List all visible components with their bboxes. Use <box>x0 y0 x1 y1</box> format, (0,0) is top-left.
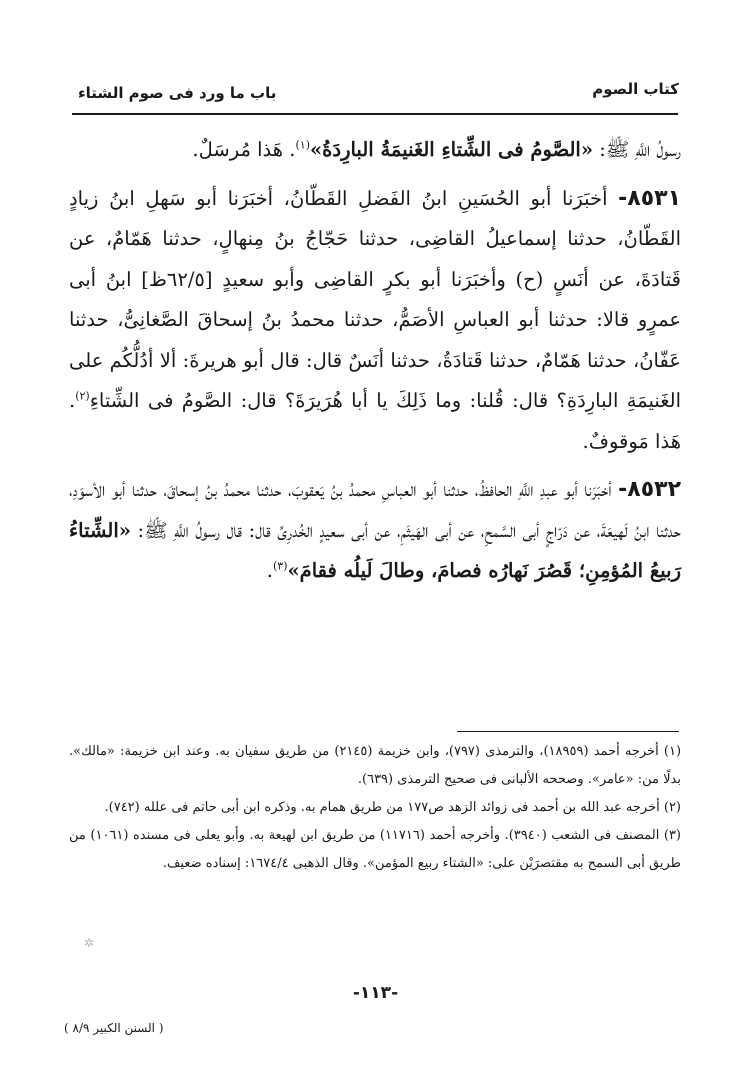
running-header-chapter-title: باب ما ورد فى صوم الشتاء <box>78 84 277 102</box>
hadith-8532 <box>69 470 681 592</box>
continuation-text: رسولُ اللَّهِ ﷺ: <box>593 138 681 161</box>
running-header-book-title: كتاب الصوم <box>592 80 679 98</box>
hadith-8531 <box>69 179 681 463</box>
footnote-ref-3: (٣) <box>272 559 288 573</box>
continuation-paragraph <box>69 130 681 171</box>
footnote-3: (٣) المصنف فى الشعب (٣٩٤٠). وأخرجه أحمد (١١٧١٦) من طريق ابن لهيعة به. وأبو يعلى فى مسنده (١٠٦١) من طريق أبى السمح به مقتصرَيْن على: «الشتاء ربيع المؤمن». وقال الذهبى ١٦٧٤/٤: إسناده ضعيف. <box>69 828 681 871</box>
hadith-number: ٨٥٣٢- <box>618 477 681 502</box>
hadith-quote: «الصَّومُ فى الشِّتاءِ الغَنيمَةُ البارِدَةُ» <box>309 138 594 161</box>
hadith-text: أخبَرَنا أبو الحُسَينِ ابنُ الفَضلِ القَطّانُ، أخبَرَنا أبو سَهلِ ابنُ زيادٍ القَطّانُ، حدثنا إسماعيلُ القاضِى، حدثنا حَجّاجُ بنُ مِنهالٍ، حدثنا هَمّامٌ، عن قَتادَةَ، عن أنَسٍ (ح) وأخبَرَنا أبو بكرٍ القاضِى وأبو سعيدٍ [٦٢/٥ظ] ابنُ أبى عمرٍو قالا: حدثنا أبو العباسِ الأصَمُّ، حدثنا محمدُ بنُ إسحاقَ الصَّغانِىُّ، حدثنا عَفّانُ، حدثنا هَمّامٌ، حدثنا قَتادَةُ، حدثنا أنَسٌ قال: قال أبو هريرةَ: ألا أدُلُّكُم على الغَنيمَةِ البارِدَةِ؟ قال: قُلنا: وما ذَلِكَ يا أبا هُرَيرَةَ؟ قال: الصَّومُ فى الشِّتاءِ <box>69 186 681 412</box>
footnotes <box>69 738 681 878</box>
hadith-quote: «الشِّتاءُ رَبيعُ المُؤمِنِ؛ قَصُرَ نَهارُه فصامَ، وطالَ لَيلُه فقامَ» <box>69 518 681 582</box>
footnote-1: (١) أخرجه أحمد (١٨٩٥٩)، والترمذى (٧٩٧)، وابن خزيمة (٢١٤٥) من طريق سفيان به. وعند ابن خزيمة: «مالك». بدلًا من: «عامر». وصححه الألبانى فى صحيح الترمذى (٦٣٩). <box>69 744 682 787</box>
continuation-tail: . هَذا مُرسَلٌ. <box>192 138 296 161</box>
header-rule <box>72 113 678 115</box>
hadith-tail: . <box>266 559 273 582</box>
footnote-ref-2: (٢) <box>75 389 90 403</box>
hadith-tail: . هَذا مَوقوفٌ. <box>69 389 681 453</box>
hadith-text: أخبَرَنا أبو عبدِ اللَّهِ الحافظُ، حدثنا أبو العباسِ محمدُ بنُ يَعقوبَ، حدثنا محمدُ بنُ إسحاقَ، حدثنا أبو الأسوَدِ، حدثنا ابنُ لَهيعَةَ، عن دَرّاجٍ أبى السَّمحِ، عن أبى الهَيثَمِ، عن أبى سعيدٍ الخُدرِىِّ قال: قال رسولُ اللَّهِ ﷺ: <box>69 478 681 542</box>
page-number: -١١٣- <box>352 983 399 1003</box>
footnote-2: (٢) أخرجه عبد الله بن أحمد فى زوائد الزهد ص١٧٧ من طريق همام به. وذكره ابن أبى حاتم فى علله (٧٤٢). <box>104 800 681 815</box>
scan-smudge-mark: ✲ <box>83 936 94 950</box>
main-text <box>69 130 681 592</box>
hadith-number: ٨٥٣١- <box>618 185 681 211</box>
footnote-ref-1: (١) <box>295 138 310 152</box>
footnote-rule <box>457 731 679 732</box>
series-signature: ( السنن الكبير ٨/٩ ) <box>64 1021 164 1035</box>
